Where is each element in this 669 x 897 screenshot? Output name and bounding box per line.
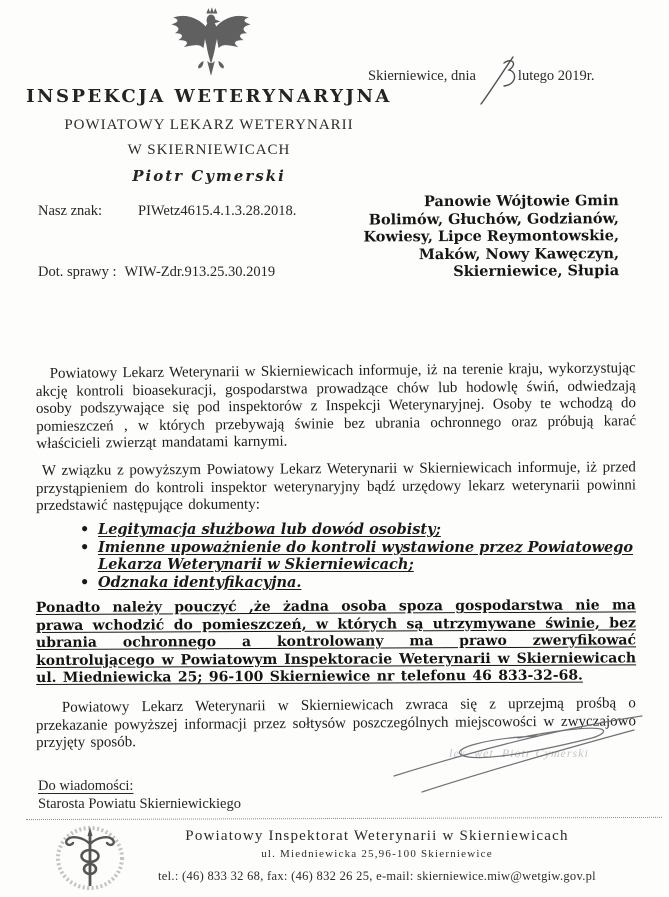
recipient-line: Maków, Nowy Kawęczyn,: [418, 244, 620, 263]
case-value: WIW-Zdr.913.25.30.2019: [124, 264, 276, 280]
footer-contact: tel.: (46) 833 32 68, fax: (46) 832 26 25, e-mail: skierniewice.miw@wetgiw.gov.pl: [158, 869, 596, 883]
cc-label: Do wiadomości:: [38, 778, 134, 794]
office-city: W SKIERNIEWICACH: [127, 142, 291, 158]
polish-eagle-emblem-icon: [168, 6, 254, 84]
recipient-line: Bolimów, Głuchów, Godzianów,: [368, 209, 619, 228]
warning-paragraph: Ponadto należy pouczyć ,że żadna osoba spoza gospodarstwa nie ma prawa wchodzić do pomieszczeń, w których są utrzymywane świnie, bez ubrania ochronnego a kontrolowany ma prawo zweryfikować kontrolującego w Powiatowym Inspektoracie Weterynarii w Skierniewicach ul. Miedniewicka 25; 96-100 Skierniewice nr telefonu 46 833-32-68.: [35, 597, 637, 686]
handwritten-signature-scribble: [388, 706, 650, 798]
required-documents-list: [36, 521, 636, 591]
office-title: POWIATOWY LEKARZ WETERYNARII: [64, 117, 354, 133]
veterinary-caduceus-icon: [50, 824, 130, 892]
cc-block: [38, 777, 241, 813]
official-name: Piotr Cymerski: [132, 167, 286, 185]
reference-number-row: [38, 203, 296, 220]
dateline-prefix: Skierniewice, dnia: [368, 68, 476, 84]
list-item: • Legitymacja służbowa lub dowód osobisty;: [98, 521, 636, 539]
closing-paragraph: Powiatowy Lekarz Weterynarii w Skierniewicach zwraca się z uprzejmą prośbą o przekazanie powyższej informacji przez sołtysów poszczególnych miejscowości w zwyczajowo przyjęty sposób.: [35, 694, 637, 751]
recipient-block: [289, 192, 619, 281]
cc-recipient: Starosta Powiatu Skierniewickiego: [38, 796, 241, 812]
recipient-line: Skierniewice, Słupia: [453, 262, 620, 281]
footer-address: ul. Miedniewicka 25,96-100 Skierniewice: [261, 848, 493, 860]
case-label: Dot. sprawy :: [38, 264, 117, 280]
body-paragraph-1: Powiatowy Lekarz Weterynarii w Skierniewicach informuje, iż na terenie kraju, wykorzystując akcję kontroli bioasekuracji, gospodarstwa prowadzące chów lub hodowlę świń, odwiedzają osoby podszywające się pod inspektorów z Inspekcji Weterynaryjnej. Osoby te wchodzą do pomieszczeń , w których przebywają świnie bez ubrania ochronnego oraz próbują karać właścicieli zwierząt mandatami karnymi.: [35, 360, 637, 452]
recipient-line: Kowiesy, Lipce Reymontowskie,: [363, 227, 620, 246]
case-number-row: [38, 264, 275, 281]
letter-body: [35, 360, 637, 752]
signature-area: [388, 706, 650, 798]
org-title: INSPEKCJA WETERYNARYJNA: [26, 86, 392, 107]
list-item: • Imienne upoważnienie do kontroli wystawione przez Powiatowego Lekarza Weterynarii w Skierniewicach;: [98, 539, 636, 574]
body-paragraph-2: W związku z powyższym Powiatowy Lekarz Weterynarii w Skierniewicach informuje, iż przed przystąpieniem do kontroli inspektor weterynaryjny bądź urzędowy lekarz weterynarii powinni przedstawić następujące dokumenty:: [35, 458, 637, 514]
footer: [132, 828, 622, 884]
dateline-suffix: lutego 2019r.: [517, 68, 595, 84]
reference-value: PIWetz4615.4.1.3.28.2018.: [138, 203, 297, 219]
recipient-line: Panowie Wójtowie Gmin: [423, 192, 619, 211]
letterhead: [0, 86, 418, 185]
list-item: • Odznaka identyfikacyjna.: [98, 574, 636, 592]
footer-separator-line: [26, 817, 662, 820]
signature-stamp-text: lek. wet. Piotr Cymerski: [449, 746, 589, 760]
handwritten-day-13: [478, 54, 520, 106]
footer-organization: Powiatowy Inspektorat Weterynarii w Skierniewicach: [185, 828, 569, 844]
reference-label: Nasz znak:: [38, 203, 103, 219]
